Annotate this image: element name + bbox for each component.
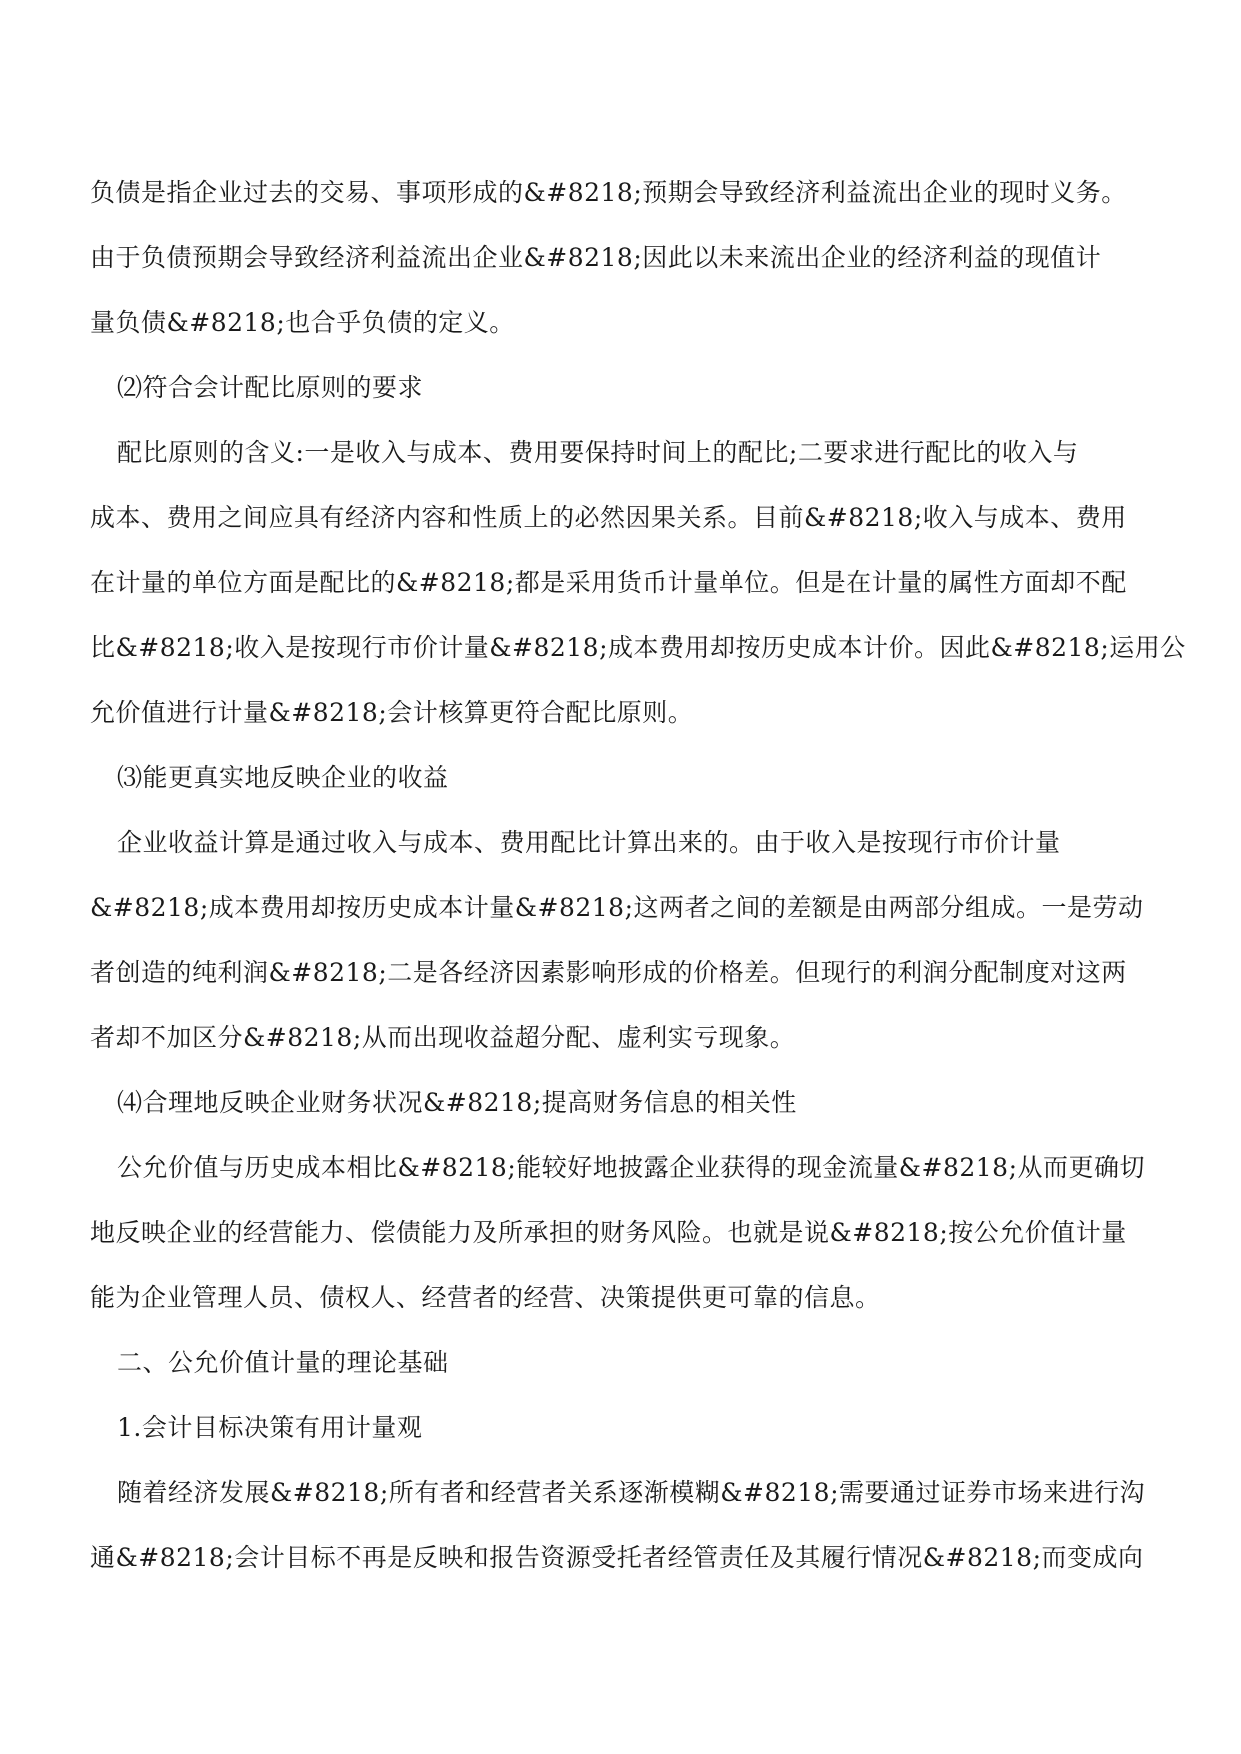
text-line: 成本、费用之间应具有经济内容和性质上的必然因果关系。目前&#8218;收入与成本、费用 xyxy=(90,503,1127,532)
document-body xyxy=(90,160,1186,1590)
text-line: 随着经济发展&#8218;所有者和经营者关系逐渐模糊&#8218;需要通过证券市场来进行沟 xyxy=(117,1478,1145,1507)
text-line: 者却不加区分&#8218;从而出现收益超分配、虚利实亏现象。 xyxy=(90,1023,796,1052)
text-line: 比&#8218;收入是按现行市价计量&#8218;成本费用却按历史成本计价。因此&#8218;运用公 xyxy=(90,633,1186,662)
section-heading: ⑶能更真实地反映企业的收益 xyxy=(117,763,449,792)
text-line: 地反映企业的经营能力、偿债能力及所承担的财务风险。也就是说&#8218;按公允价值计量 xyxy=(90,1218,1127,1247)
text-line: 通&#8218;会计目标不再是反映和报告资源受托者经管责任及其履行情况&#8218;而变成向 xyxy=(90,1543,1144,1572)
text-line: 配比原则的含义:一是收入与成本、费用要保持时间上的配比;二要求进行配比的收入与 xyxy=(117,438,1079,467)
text-line: 者创造的纯利润&#8218;二是各经济因素影响形成的价格差。但现行的利润分配制度对这两 xyxy=(90,958,1127,987)
text-line: 企业收益计算是通过收入与成本、费用配比计算出来的。由于收入是按现行市价计量 xyxy=(117,828,1061,857)
section-heading: ⑵符合会计配比原则的要求 xyxy=(117,373,424,402)
section-heading: 1.会计目标决策有用计量观 xyxy=(117,1413,423,1442)
text-line: 在计量的单位方面是配比的&#8218;都是采用货币计量单位。但是在计量的属性方面却不配 xyxy=(90,568,1127,597)
text-line: 能为企业管理人员、债权人、经营者的经营、决策提供更可靠的信息。 xyxy=(90,1283,881,1312)
text-line: 公允价值与历史成本相比&#8218;能较好地披露企业获得的现金流量&#8218;从而更确切 xyxy=(117,1153,1145,1182)
text-line: 允价值进行计量&#8218;会计核算更符合配比原则。 xyxy=(90,698,694,727)
section-heading: ⑷合理地反映企业财务状况&#8218;提高财务信息的相关性 xyxy=(117,1088,797,1117)
text-line: 负债是指企业过去的交易、事项形成的&#8218;预期会导致经济利益流出企业的现时义务。 xyxy=(90,178,1127,207)
chapter-heading: 二、公允价值计量的理论基础 xyxy=(117,1348,449,1377)
text-line: 由于负债预期会导致经济利益流出企业&#8218;因此以未来流出企业的经济利益的现值计 xyxy=(90,243,1102,272)
text-line: 量负债&#8218;也合乎负债的定义。 xyxy=(90,308,515,337)
text-line: &#8218;成本费用却按历史成本计量&#8218;这两者之间的差额是由两部分组成。一是劳动 xyxy=(90,893,1144,922)
